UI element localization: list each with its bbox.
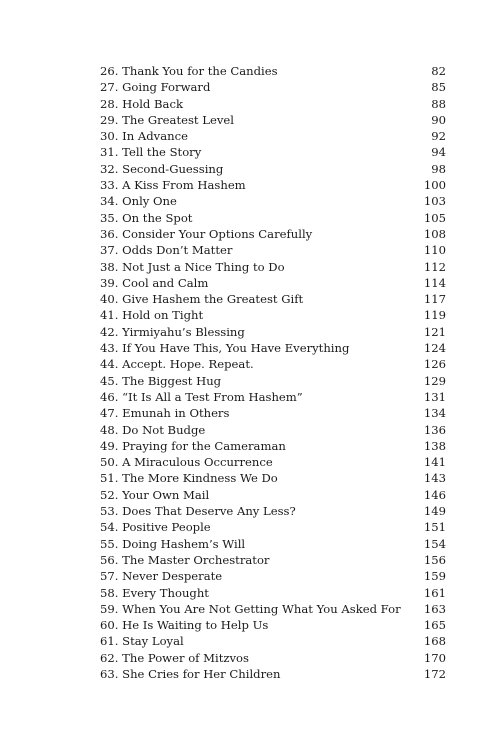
table-of-contents <box>100 63 446 682</box>
toc-entry-page-number: 117 <box>423 292 446 307</box>
toc-entry-page-number: 94 <box>431 145 446 160</box>
toc-entry <box>100 340 446 356</box>
toc-entry-page-number: 154 <box>423 536 446 551</box>
toc-entry <box>100 552 446 568</box>
toc-entry-title: 54. Positive People <box>100 520 211 535</box>
toc-entry-page-number: 112 <box>423 259 446 274</box>
toc-entry-page-number: 98 <box>431 161 446 176</box>
toc-entry-page-number: 165 <box>423 618 446 633</box>
toc-entry-page-number: 85 <box>431 80 446 95</box>
toc-entry-page-number: 119 <box>423 308 446 323</box>
toc-entry <box>100 585 446 601</box>
toc-entry <box>100 487 446 503</box>
toc-entry-page-number: 151 <box>423 520 446 535</box>
toc-entry-title: 48. Do Not Budge <box>100 422 206 437</box>
toc-entry-title: 41. Hold on Tight <box>100 308 204 323</box>
toc-entry-title: 27. Going Forward <box>100 80 211 95</box>
toc-entry-title: 40. Give Hashem the Greatest Gift <box>100 292 304 307</box>
toc-entry <box>100 650 446 666</box>
toc-entry-page-number: 131 <box>423 389 446 404</box>
toc-entry-page-number: 168 <box>423 634 446 649</box>
toc-entry-page-number: 149 <box>423 504 446 519</box>
toc-entry <box>100 177 446 193</box>
toc-entry-page-number: 126 <box>423 357 446 372</box>
toc-entry-page-number: 105 <box>423 210 446 225</box>
toc-entry-page-number: 161 <box>423 585 446 600</box>
toc-entry <box>100 193 446 209</box>
toc-entry <box>100 242 446 258</box>
toc-entry-page-number: 156 <box>423 552 446 567</box>
toc-entry <box>100 356 446 372</box>
toc-entry-title: 56. The Master Orchestrator <box>100 552 270 567</box>
toc-entry <box>100 324 446 340</box>
toc-entry <box>100 144 446 160</box>
toc-entry-title: 46. “It Is All a Test From Hashem” <box>100 389 303 404</box>
toc-entry-title: 38. Not Just a Nice Thing to Do <box>100 259 285 274</box>
toc-entry-page-number: 159 <box>423 569 446 584</box>
toc-entry-page-number: 114 <box>423 275 446 290</box>
toc-entry <box>100 275 446 291</box>
toc-entry-page-number: 108 <box>423 226 446 241</box>
toc-entry-title: 59. When You Are Not Getting What You Asked For <box>100 601 401 616</box>
toc-entry-page-number: 134 <box>423 406 446 421</box>
toc-entry-title: 34. Only One <box>100 194 177 209</box>
toc-entry-title: 45. The Biggest Hug <box>100 373 222 388</box>
toc-entry <box>100 259 446 275</box>
toc-entry <box>100 405 446 421</box>
toc-entry-title: 53. Does That Deserve Any Less? <box>100 504 296 519</box>
toc-entry-page-number: 172 <box>423 666 446 681</box>
toc-entry-page-number: 110 <box>423 243 446 258</box>
toc-entry <box>100 470 446 486</box>
toc-entry-title: 57. Never Desperate <box>100 569 223 584</box>
toc-entry <box>100 389 446 405</box>
toc-entry <box>100 454 446 470</box>
toc-entry-title: 37. Odds Don’t Matter <box>100 243 233 258</box>
toc-entry <box>100 503 446 519</box>
toc-entry <box>100 373 446 389</box>
toc-entry-page-number: 129 <box>423 373 446 388</box>
toc-entry-title: 39. Cool and Calm <box>100 275 209 290</box>
toc-entry-page-number: 136 <box>423 422 446 437</box>
toc-entry-title: 44. Accept. Hope. Repeat. <box>100 357 254 372</box>
toc-entry-page-number: 163 <box>423 601 446 616</box>
toc-entry-page-number: 88 <box>431 96 446 111</box>
toc-entry-page-number: 124 <box>423 341 446 356</box>
toc-entry <box>100 291 446 307</box>
toc-entry-title: 43. If You Have This, You Have Everything <box>100 341 350 356</box>
toc-entry-title: 33. A Kiss From Hashem <box>100 178 246 193</box>
toc-entry-page-number: 121 <box>423 324 446 339</box>
toc-entry-page-number: 90 <box>431 112 446 127</box>
toc-entry-page-number: 82 <box>431 64 446 78</box>
toc-entry <box>100 568 446 584</box>
toc-entry-page-number: 170 <box>423 650 446 665</box>
toc-entry <box>100 79 446 95</box>
toc-entry-title: 58. Every Thought <box>100 585 209 600</box>
toc-entry-title: 31. Tell the Story <box>100 145 202 160</box>
toc-entry <box>100 161 446 177</box>
toc-entry-title: 36. Consider Your Options Carefully <box>100 226 313 241</box>
toc-entry <box>100 63 446 79</box>
toc-entry-page-number: 141 <box>423 455 446 470</box>
toc-entry-page-number: 100 <box>423 178 446 193</box>
toc-entry <box>100 307 446 323</box>
toc-entry-title: 52. Your Own Mail <box>100 487 210 502</box>
toc-entry-title: 29. The Greatest Level <box>100 112 234 127</box>
toc-entry-title: 63. She Cries for Her Children <box>100 666 281 681</box>
toc-entry-title: 35. On the Spot <box>100 210 193 225</box>
toc-entry <box>100 112 446 128</box>
toc-entry-title: 62. The Power of Mitzvos <box>100 650 249 665</box>
toc-entry-title: 61. Stay Loyal <box>100 634 184 649</box>
toc-entry-title: 30. In Advance <box>100 129 188 144</box>
toc-entry-page-number: 143 <box>423 471 446 486</box>
toc-entry <box>100 96 446 112</box>
toc-entry-title: 55. Doing Hashem’s Will <box>100 536 246 551</box>
toc-entry-page-number: 146 <box>423 487 446 502</box>
toc-entry <box>100 128 446 144</box>
toc-entry-title: 51. The More Kindness We Do <box>100 471 278 486</box>
toc-entry-title: 26. Thank You for the Candies <box>100 64 278 78</box>
toc-entry <box>100 210 446 226</box>
toc-entry <box>100 519 446 535</box>
toc-entry-title: 47. Emunah in Others <box>100 406 230 421</box>
toc-entry-page-number: 138 <box>423 438 446 453</box>
toc-entry <box>100 617 446 633</box>
toc-entry <box>100 666 446 682</box>
toc-entry-title: 32. Second-Guessing <box>100 161 224 176</box>
toc-entry <box>100 226 446 242</box>
toc-entry <box>100 633 446 649</box>
toc-entry-title: 49. Praying for the Cameraman <box>100 438 286 453</box>
toc-entry-title: 60. He Is Waiting to Help Us <box>100 618 269 633</box>
toc-entry-title: 50. A Miraculous Occurrence <box>100 455 273 470</box>
toc-entry <box>100 601 446 617</box>
toc-entry <box>100 438 446 454</box>
toc-entry-title: 28. Hold Back <box>100 96 183 111</box>
toc-entry-page-number: 103 <box>423 194 446 209</box>
toc-entry-title: 42. Yirmiyahu’s Blessing <box>100 324 245 339</box>
toc-entry-page-number: 92 <box>431 129 446 144</box>
toc-entry <box>100 422 446 438</box>
toc-entry <box>100 536 446 552</box>
